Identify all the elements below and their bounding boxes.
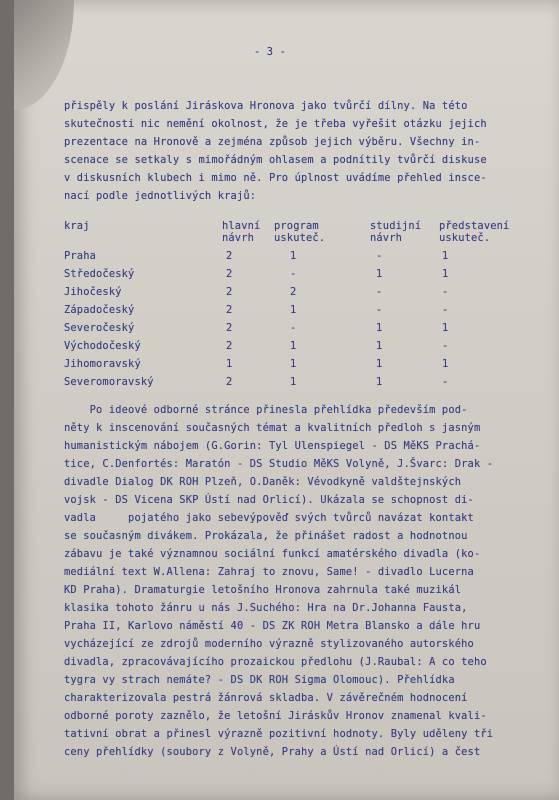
text-line: Praha II, Karlovo náměstí 40 - DS ZK ROH Metra Blansko a dále hru	[64, 620, 481, 632]
cell-hlavni-navrh: 2	[226, 286, 233, 298]
text-line: tygra vy strach nemáte? - DS DK ROH Sigma Olomouc). Přehlídka	[64, 674, 455, 686]
subheader-navrh-studijni: návrh	[370, 232, 403, 244]
text-line: tice, C.Denfortés: Maratón - DS Studio MěKS Volyně, J.Švarc: Drak -	[64, 458, 494, 470]
text-line: ceny přehlídky (soubory z Volyně, Prahy a Ústí nad Orlicí) a čest	[64, 746, 481, 758]
cell-studijni-navrh: 1	[376, 322, 383, 334]
cell-kraj: Středočeský	[64, 268, 135, 280]
cell-studijni-navrh: 1	[376, 376, 383, 388]
text-line: skutečnosti nic nemění okolnost, že je třeba vyřešit otázku jejich	[64, 118, 487, 130]
text-line: divadle Dialog DK ROH Plzeň, O.Daněk: Vévodkyně valdštejnských	[64, 476, 462, 488]
cell-studijni-uskutec: 1	[442, 322, 449, 334]
text-line: vojsk - DS Vicena SKP Ústí nad Orlicí). Ukázala se schopnost di-	[64, 494, 474, 506]
text-line: se současným divákem. Prokázala, že přinášet radost a hodnotnou	[64, 530, 468, 542]
cell-studijni-uskutec: -	[442, 340, 449, 352]
cell-kraj: Jihomoravský	[64, 358, 141, 370]
text-line: v diskusních klubech i mimo ně. Pro úplnost uvádíme přehled insce-	[64, 172, 487, 184]
table-row	[64, 286, 449, 304]
cell-studijni-navrh: -	[376, 304, 383, 316]
cell-hlavni-uskutec: 2	[290, 286, 297, 298]
header-studijni: studijní	[370, 220, 422, 232]
table-subheader	[64, 232, 491, 250]
table-row	[64, 376, 449, 394]
header-program: program	[274, 220, 319, 232]
cell-kraj: Severočeský	[64, 322, 135, 334]
table-row	[64, 358, 449, 376]
previous-page-curl	[14, 0, 74, 110]
cell-studijni-uskutec: -	[442, 304, 449, 316]
subheader-navrh: návrh	[222, 232, 255, 244]
text-line: prezentace na Hronově a zejména způsob jejich výběru. Všechny in-	[64, 136, 481, 148]
text-line: scenace se setkaly s mimořádným ohlasem a podnítily tvůrčí diskuse	[64, 154, 487, 166]
paper-page	[14, 0, 559, 800]
text-line: něty k inscenování současných témat a kvalitních předloh s jasným	[64, 422, 481, 434]
header-predstaveni: představení	[439, 220, 510, 232]
cell-kraj: Jihočeský	[64, 286, 122, 298]
text-line: vadla pojatého jako sebevýpověď svých tvůrců navázat kontakt	[64, 512, 474, 524]
cell-hlavni-navrh: 2	[226, 250, 233, 262]
cell-hlavni-uskutec: -	[290, 268, 297, 280]
text-line: klasika tohoto žánru u nás J.Suchého: Hra na Dr.Johanna Fausta,	[64, 602, 468, 614]
cell-studijni-navrh: -	[376, 286, 383, 298]
text-line: tativní obrat a přinesl výrazně pozitivní hodnoty. Byly uděleny tři	[64, 728, 494, 740]
cell-studijni-uskutec: -	[442, 376, 449, 388]
subheader-uskutec: uskuteč.	[274, 232, 326, 244]
cell-studijni-uskutec: -	[442, 286, 449, 298]
cell-hlavni-uskutec: 1	[290, 250, 297, 262]
cell-hlavni-navrh: 2	[226, 376, 233, 388]
table-row	[64, 322, 449, 340]
cell-kraj: Východočeský	[64, 340, 141, 352]
table-row	[64, 304, 449, 322]
cell-hlavni-navrh: 2	[226, 304, 233, 316]
table-row	[64, 340, 449, 358]
cell-kraj: Praha	[64, 250, 97, 262]
cell-hlavni-uskutec: 1	[290, 340, 297, 352]
table-row	[64, 250, 449, 268]
cell-hlavni-navrh: 2	[226, 322, 233, 334]
page-number: - 3 -	[254, 46, 287, 58]
cell-studijni-uskutec: 1	[442, 358, 449, 370]
cell-studijni-uskutec: 1	[442, 250, 449, 262]
cell-studijni-navrh: 1	[376, 268, 383, 280]
subheader-uskutec-studijni: uskuteč.	[439, 232, 491, 244]
text-line: Po ideové odborné stránce přinesla přehlídka především pod-	[64, 404, 468, 416]
header-kraj: kraj	[64, 220, 90, 232]
text-line: přispěly k poslání Jiráskova Hronova jako tvůrčí dílny. Na této	[64, 100, 468, 112]
text-line: KD Praha). Dramaturgie letošního Hronova zahrnula také muzikál	[64, 584, 462, 596]
cell-studijni-uskutec: 1	[442, 268, 449, 280]
text-line: zábavu je také významnou sociální funkcí amatérského divadla (ko-	[64, 548, 481, 560]
text-line: divadla, zpracovávajícího prozaickou předlohu (J.Raubal: A co teho	[64, 656, 487, 668]
text-line: humanistickým nábojem (G.Gorin: Tyl Ulenspiegel - DS MěKS Prachá-	[64, 440, 481, 452]
cell-hlavni-navrh: 2	[226, 268, 233, 280]
text-line: vycházející ze zdrojů moderního výrazně stylizovaného autorského	[64, 638, 474, 650]
cell-studijni-navrh: -	[376, 250, 383, 262]
table-row	[64, 268, 449, 286]
cell-hlavni-uskutec: 1	[290, 376, 297, 388]
cell-studijni-navrh: 1	[376, 358, 383, 370]
cell-hlavni-uskutec: -	[290, 322, 297, 334]
cell-hlavni-navrh: 1	[226, 358, 233, 370]
cell-studijni-navrh: 1	[376, 340, 383, 352]
cell-kraj: Západočeský	[64, 304, 135, 316]
cell-hlavni-uskutec: 1	[290, 358, 297, 370]
cell-hlavni-navrh: 2	[226, 340, 233, 352]
text-line: charakterizovala pestrá žánrová skladba. V závěrečném hodnocení	[64, 692, 468, 704]
cell-hlavni-uskutec: 1	[290, 304, 297, 316]
text-line: mediální text W.Allena: Zahraj to znovu, Same! - divadlo Lucerna	[64, 566, 474, 578]
cell-kraj: Severomoravský	[64, 376, 154, 388]
text-line: nací podle jednotlivých krajů:	[64, 190, 257, 202]
text-line: odborné poroty zaznělo, že letošní Jiráskův Hronov znamenal kvali-	[64, 710, 487, 722]
header-hlavni: hlavní	[222, 220, 261, 232]
